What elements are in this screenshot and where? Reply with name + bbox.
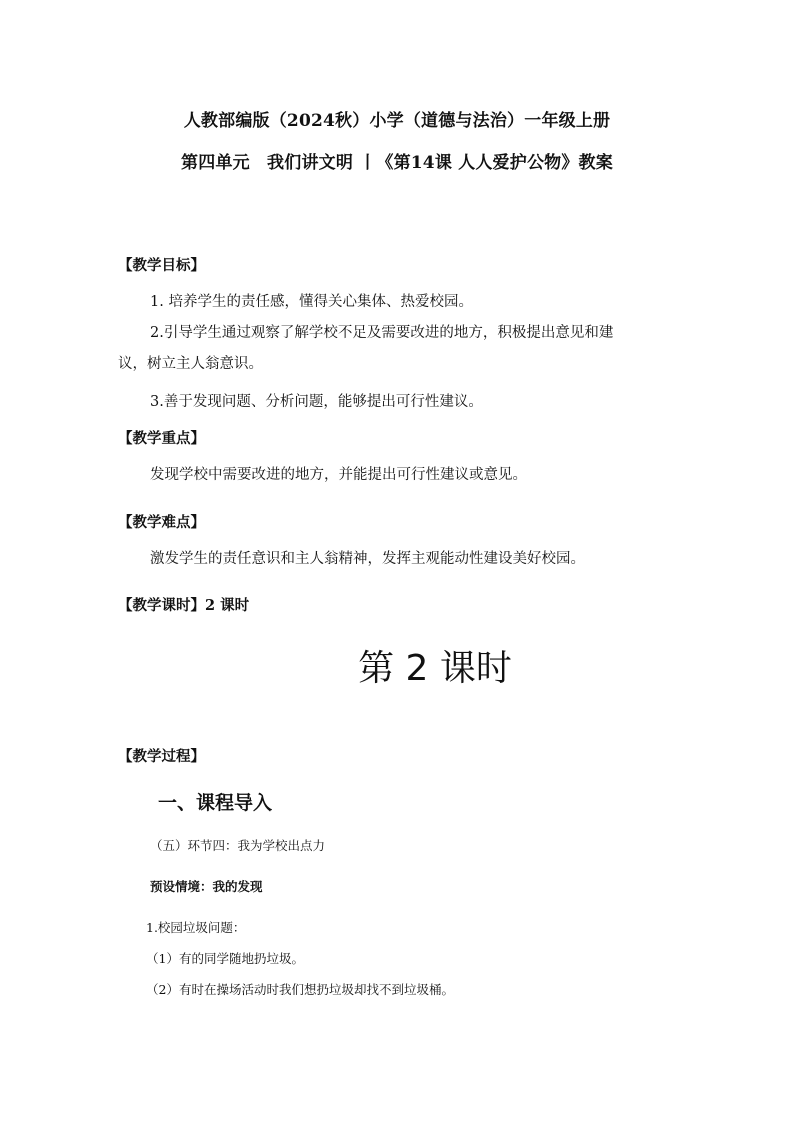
sub-item-1: （1）有的同学随地扔垃圾。 xyxy=(146,951,304,966)
section-title: 一、课程导入 xyxy=(158,792,273,814)
objective-item-3: 3.善于发现问题、分析问题，能够提出可行性建议。 xyxy=(150,394,483,410)
objective-item-2-continued: 议，树立主人翁意识。 xyxy=(118,356,263,372)
document-title: 人教部编版（2024秋）小学（道德与法治）一年级上册 xyxy=(183,111,611,131)
objectives-heading: 【教学目标】 xyxy=(118,257,205,274)
document-subtitle: 第四单元 我们讲文明 丨《第14课 人人爱护公物》教案 xyxy=(181,153,613,173)
difficulties-heading: 【教学难点】 xyxy=(118,514,205,531)
scenario-label: 预设情境：我的发现 xyxy=(150,879,263,894)
class-hours: 【教学课时】2 课时 xyxy=(118,597,250,614)
lesson-number-title: 第 2 课时 xyxy=(358,648,512,689)
key-points-text: 发现学校中需要改进的地方，并能提出可行性建议或意见。 xyxy=(150,467,527,483)
objective-item-2: 2.引导学生通过观察了解学校不足及需要改进的地方，积极提出意见和建 xyxy=(150,325,614,341)
sub-item-2: （2）有时在操场活动时我们想扔垃圾却找不到垃圾桶。 xyxy=(146,982,454,997)
key-points-heading: 【教学重点】 xyxy=(118,430,205,447)
difficulties-text: 激发学生的责任意识和主人翁精神，发挥主观能动性建设美好校园。 xyxy=(150,551,585,567)
item-title: 1.校园垃圾问题： xyxy=(146,920,246,935)
objective-item-1: 1. 培养学生的责任感，懂得关心集体、热爱校园。 xyxy=(150,294,473,310)
step-title: （五）环节四：我为学校出点力 xyxy=(150,838,326,853)
process-heading: 【教学过程】 xyxy=(118,748,205,765)
